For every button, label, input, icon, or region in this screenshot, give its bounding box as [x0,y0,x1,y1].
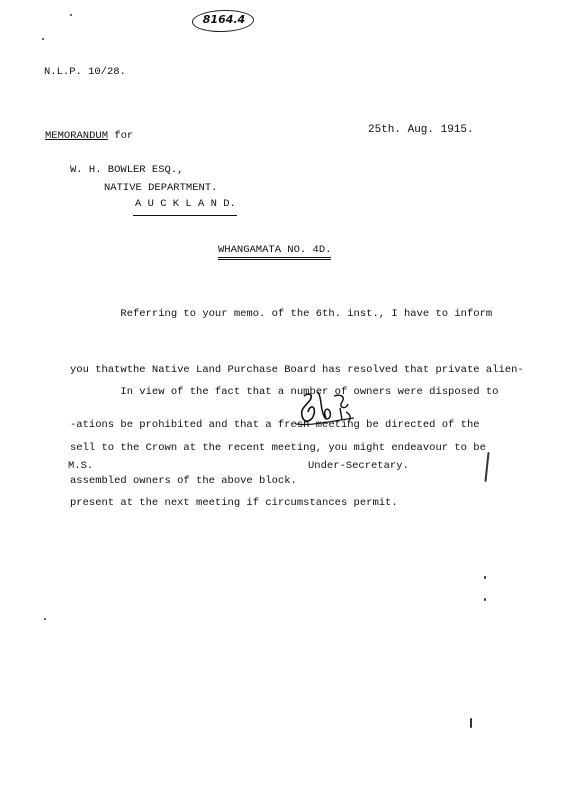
paragraph-line: assembled owners of the above block. [70,474,297,487]
memo-heading-line [45,130,133,142]
recipient-city: A U C K L A N D. [135,198,236,210]
margin-dot [484,576,486,579]
paragraph-line: present at the next meeting if circumstances permit. [70,497,398,509]
paragraph-line: you thatwthe Native Land Purchase Board has resolved that private alien- [70,363,524,376]
recipient-department: NATIVE DEPARTMENT. [104,182,218,194]
subject: WHANGAMATA NO. 4D. [218,244,331,260]
file-reference: 8164.4 [202,13,246,26]
memo-heading: MEMORANDUM [45,130,109,142]
paragraph-line: In view of the fact that a number of owners were disposed to [70,386,499,398]
subject-line [218,244,331,256]
margin-dot [44,618,46,620]
memo-for: for [108,130,134,142]
paragraph-line: -ations be prohibited and that a fresh meeting be directed of the [70,419,480,431]
paragraph-line: sell to the Crown at the recent meeting, you might endeavour to be [70,441,486,454]
initials: M.S. [68,460,94,472]
address-rule [133,215,237,216]
handwritten-signature [290,388,360,434]
margin-dot [70,14,72,16]
paragraph-2 [70,346,524,550]
margin-mark [484,452,489,482]
margin-dot [484,598,486,601]
signatory-title: Under-Secretary. [308,460,409,472]
recipient-name: W. H. BOWLER ESQ., [70,164,184,176]
margin-dot [42,38,44,40]
file-number: N.L.P. 10/28. [44,66,126,78]
memo-date: 25th. Aug. 1915. [368,124,474,136]
margin-mark [470,718,472,728]
paragraph-line: Referring to your memo. of the 6th. inst., I have to inform [70,308,493,320]
